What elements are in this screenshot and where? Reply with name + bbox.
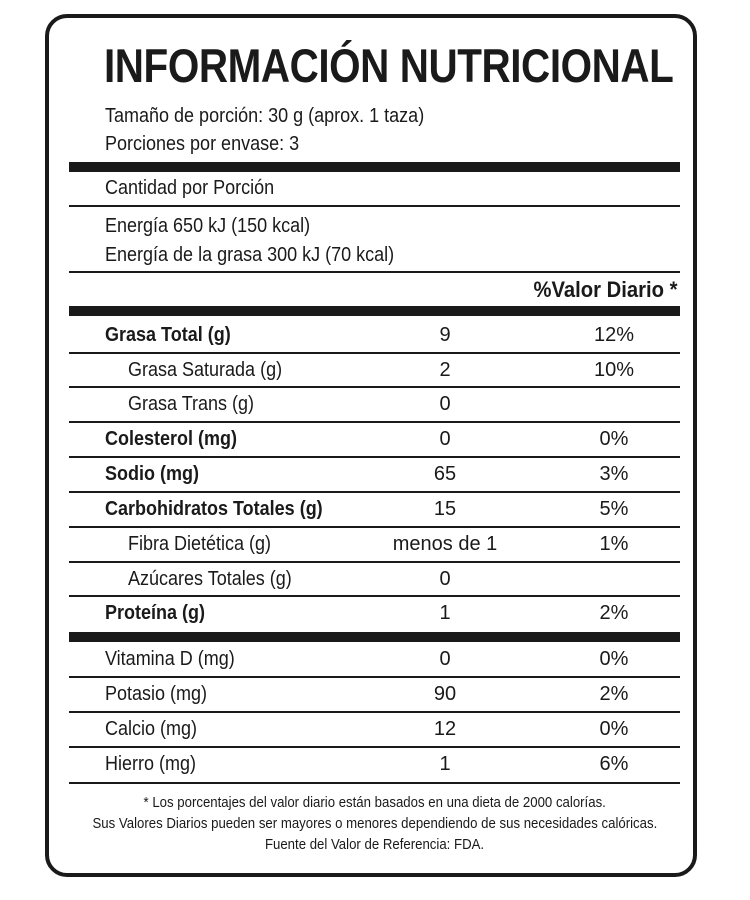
nutrient-amount: 15 bbox=[433, 498, 457, 520]
vitamin-name: Vitamina D (mg) bbox=[105, 648, 235, 670]
serving-size: Tamaño de porción: 30 g (aprox. 1 taza) bbox=[105, 105, 425, 127]
nutrient-daily-value: 10% bbox=[593, 359, 635, 381]
vitamin-daily-value: 2% bbox=[599, 683, 629, 705]
vitamin-row-vitamina-d bbox=[69, 642, 680, 676]
nutrient-daily-value: 12% bbox=[593, 324, 635, 346]
energy: Energía 650 kJ (150 kcal) bbox=[105, 215, 311, 237]
nutrient-daily-value: 0% bbox=[599, 428, 629, 450]
divider bbox=[69, 782, 680, 784]
nutrient-name: Grasa Saturada (g) bbox=[128, 359, 283, 381]
nutrient-amount: 0 bbox=[439, 428, 451, 450]
footnote-line bbox=[45, 835, 705, 854]
nutrient-amount: menos de 1 bbox=[392, 533, 498, 555]
nutrient-row-azucares bbox=[69, 562, 680, 596]
nutrient-row-grasa-trans bbox=[69, 387, 680, 421]
vitamin-daily-value: 6% bbox=[599, 753, 629, 775]
nutrient-daily-value: 5% bbox=[599, 498, 629, 520]
nutrient-name: Azúcares Totales (g) bbox=[128, 568, 292, 590]
energy-from-fat: Energía de la grasa 300 kJ (70 kcal) bbox=[105, 244, 395, 266]
vitamin-name: Hierro (mg) bbox=[105, 753, 197, 775]
divider-thick bbox=[69, 162, 680, 172]
vitamin-row-potasio bbox=[69, 677, 680, 711]
vitamin-amount: 12 bbox=[433, 718, 457, 740]
vitamin-daily-value: 0% bbox=[599, 718, 629, 740]
servings-per-container: Porciones por envase: 3 bbox=[105, 133, 300, 155]
nutrient-amount: 0 bbox=[439, 568, 451, 590]
nutrient-name: Colesterol (mg) bbox=[105, 428, 238, 450]
nutrient-name: Sodio (mg) bbox=[105, 463, 199, 485]
panel-title: INFORMACIÓN NUTRICIONAL bbox=[104, 39, 674, 92]
footnote-text: * Los porcentajes del valor diario están basados en una dieta de 2000 calorías. bbox=[143, 794, 607, 811]
nutrient-row-sodio bbox=[69, 457, 680, 491]
nutrient-amount: 1 bbox=[439, 602, 451, 624]
vitamin-amount: 1 bbox=[439, 753, 451, 775]
nutrient-row-carbohidratos bbox=[69, 492, 680, 526]
nutrient-name: Grasa Total (g) bbox=[105, 324, 231, 346]
nutrient-row-grasa-saturada bbox=[69, 353, 680, 387]
vitamin-name: Potasio (mg) bbox=[105, 683, 208, 705]
vitamin-row-calcio bbox=[69, 712, 680, 746]
divider-thick bbox=[69, 632, 680, 642]
amount-per-serving: Cantidad por Porción bbox=[105, 177, 275, 199]
footnote-line bbox=[45, 793, 705, 812]
vitamin-amount: 0 bbox=[439, 648, 451, 670]
nutrient-name: Fibra Dietética (g) bbox=[128, 533, 272, 555]
nutrient-daily-value: 1% bbox=[599, 533, 629, 555]
vitamin-amount: 90 bbox=[433, 683, 457, 705]
nutrient-amount: 2 bbox=[439, 359, 451, 381]
nutrient-amount: 0 bbox=[439, 393, 451, 415]
daily-value-header: %Valor Diario * bbox=[534, 277, 678, 302]
nutrient-amount: 65 bbox=[433, 463, 457, 485]
vitamin-name: Calcio (mg) bbox=[105, 718, 198, 740]
nutrient-daily-value: 2% bbox=[599, 602, 629, 624]
nutrient-row-grasa-total bbox=[69, 318, 680, 352]
divider bbox=[69, 205, 680, 207]
nutrient-row-proteina bbox=[69, 596, 680, 630]
vitamin-daily-value: 0% bbox=[599, 648, 629, 670]
nutrient-name: Proteína (g) bbox=[105, 602, 206, 624]
vitamin-row-hierro bbox=[69, 747, 680, 781]
nutrient-row-fibra bbox=[69, 527, 680, 561]
footnote-text: Sus Valores Diarios pueden ser mayores o menores dependiendo de sus necesidades calóricas. bbox=[92, 815, 658, 832]
footnote-text: Fuente del Valor de Referencia: FDA. bbox=[265, 836, 485, 853]
nutrient-name: Grasa Trans (g) bbox=[128, 393, 255, 415]
nutrient-amount: 9 bbox=[439, 324, 451, 346]
footnote-line bbox=[45, 814, 705, 833]
nutrient-daily-value: 3% bbox=[599, 463, 629, 485]
divider bbox=[69, 271, 680, 273]
nutrient-name: Carbohidratos Totales (g) bbox=[105, 498, 323, 520]
divider-thick bbox=[69, 306, 680, 316]
nutrient-row-colesterol bbox=[69, 422, 680, 456]
